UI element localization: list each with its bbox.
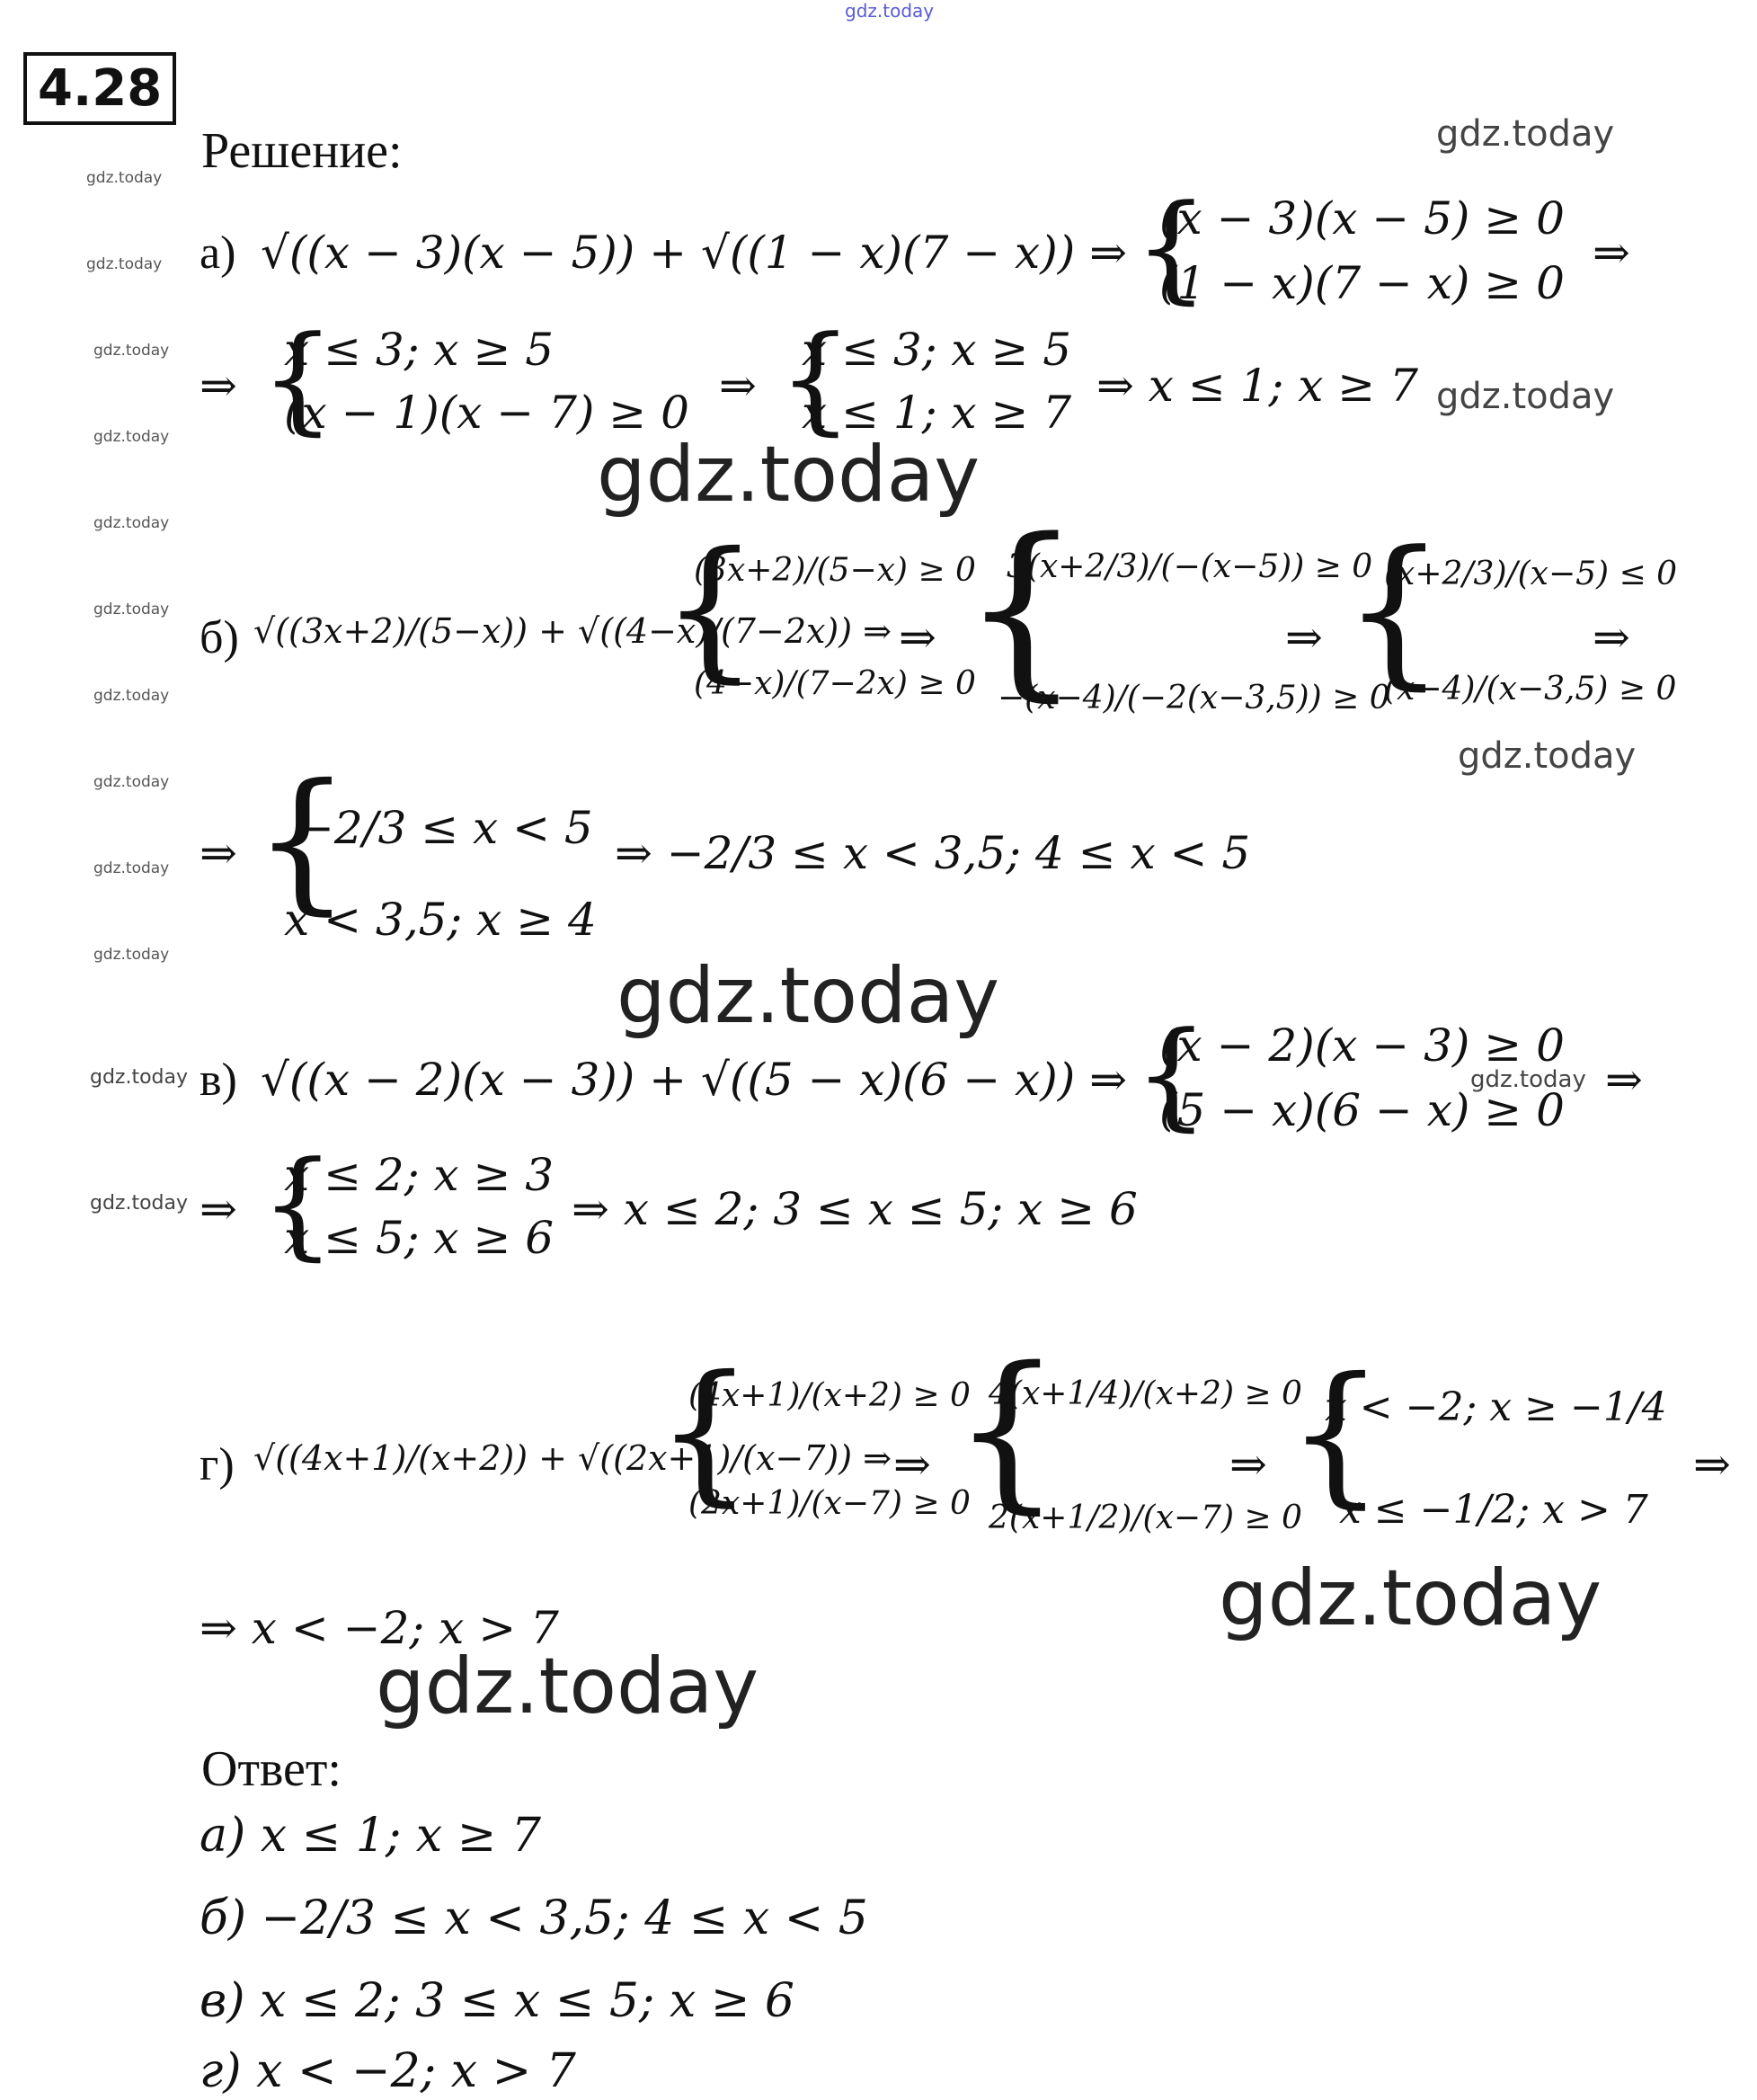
part-a-sys3-row1: x ≤ 3; x ≥ 5: [802, 324, 1072, 376]
part-a-label: а): [200, 227, 236, 279]
part-a-sys1-row1: (x − 3)(x − 5) ≥ 0: [1159, 192, 1565, 245]
part-b-result: ⇒ −2/3 ≤ x < 3,5; 4 ≤ x < 5: [615, 827, 1251, 879]
arrow: ⇒: [1593, 227, 1630, 279]
part-g-expression: √((4x+1)/(x+2)) + √((2x+1)/(x−7)) ⇒: [253, 1438, 892, 1478]
part-v-expression: √((x − 2)(x − 3)) + √((5 − x)(6 − x)) ⇒: [261, 1054, 1128, 1106]
part-b-sys1-row1: (3x+2)/(5−x) ≥ 0: [694, 552, 976, 589]
watermark-small: gdz.today: [1470, 1066, 1586, 1093]
watermark-margin: gdz.today: [90, 1192, 189, 1215]
answer-g: г) x < −2; x > 7: [200, 2044, 576, 2098]
part-a-sys2-row2: (x − 1)(x − 7) ≥ 0: [284, 387, 689, 439]
arrow: ⇒: [1693, 1438, 1731, 1490]
part-b-sys1-row2: (4−x)/(7−2x) ≥ 0: [694, 665, 976, 702]
answer-b: б) −2/3 ≤ x < 3,5; 4 ≤ x < 5: [200, 1891, 868, 1945]
brace: {: [962, 498, 1082, 718]
brace: {: [1287, 1345, 1385, 1523]
part-v-sys2-row2: x ≤ 5; x ≥ 6: [284, 1212, 555, 1264]
arrow: ⇒: [200, 1183, 237, 1235]
brace: {: [1134, 179, 1209, 316]
arrow: ⇒: [200, 827, 237, 879]
watermark-margin: gdz.today: [93, 773, 170, 791]
watermark-margin: gdz.today: [86, 169, 163, 187]
part-b-sys2-row1: 3(x+2/3)/(−(x−5)) ≥ 0: [1007, 548, 1373, 585]
part-g-sys2-row2: 2(x+1/2)/(x−7) ≥ 0: [989, 1499, 1302, 1536]
part-g-label: г): [200, 1439, 235, 1490]
brace: {: [656, 1343, 754, 1521]
part-g-sys3-row1: x < −2; x ≥ −1/4: [1325, 1384, 1667, 1430]
watermark-margin: gdz.today: [90, 1066, 189, 1089]
part-b-sys4-row2: x < 3,5; x ≥ 4: [284, 894, 597, 946]
brace: {: [261, 1135, 335, 1272]
watermark-large: gdz.today: [1219, 1553, 1602, 1643]
arrow: ⇒: [200, 360, 237, 412]
problem-number: 4.28: [23, 52, 176, 125]
part-g-sys1-row2: (2x+1)/(x−7) ≥ 0: [688, 1485, 971, 1522]
part-b-sys4-row1: −2/3 ≤ x < 5: [297, 802, 593, 854]
arrow: ⇒: [719, 360, 757, 412]
watermark-margin: gdz.today: [86, 255, 163, 273]
part-a-result: ⇒ x ≤ 1; x ≥ 7: [1096, 360, 1418, 412]
watermark-margin: gdz.today: [93, 428, 170, 446]
arrow: ⇒: [899, 611, 936, 663]
part-b-label: б): [200, 612, 239, 663]
part-a-sys2-row1: x ≤ 3; x ≥ 5: [284, 324, 555, 376]
part-v-label: в): [200, 1054, 237, 1106]
watermark-medium: gdz.today: [1436, 376, 1615, 417]
arrow: ⇒: [1229, 1438, 1267, 1490]
brace: {: [261, 310, 335, 447]
brace: {: [661, 520, 759, 698]
arrow: ⇒: [1605, 1054, 1643, 1106]
arrow: ⇒: [893, 1438, 931, 1490]
part-g-sys2-row1: 4(x+1/4)/(x+2) ≥ 0: [989, 1375, 1302, 1412]
answer-a: а) x ≤ 1; x ≥ 7: [200, 1809, 541, 1863]
part-g-sys1-row1: (4x+1)/(x+2) ≥ 0: [688, 1377, 971, 1414]
part-g-sys3-row2: x ≤ −1/2; x > 7: [1339, 1487, 1648, 1533]
part-a-expression: √((x − 3)(x − 5)) + √((1 − x)(7 − x)) ⇒: [261, 227, 1128, 279]
part-v-sys1-row2: (5 − x)(6 − x) ≥ 0: [1159, 1084, 1565, 1136]
part-v-result: ⇒ x ≤ 2; 3 ≤ x ≤ 5; x ≥ 6: [572, 1183, 1138, 1235]
top-watermark: gdz.today: [845, 0, 935, 22]
watermark-margin: gdz.today: [93, 859, 170, 877]
part-b-sys3-row2: (x−4)/(x−3,5) ≥ 0: [1384, 671, 1677, 707]
brace: {: [1134, 1006, 1209, 1143]
arrow: ⇒: [1593, 611, 1630, 663]
part-b-expression: √((3x+2)/(5−x)) + √((4−x)/(7−2x)) ⇒: [253, 611, 892, 651]
part-a-sys3-row2: x ≤ 1; x ≥ 7: [802, 387, 1072, 439]
brace: {: [953, 1330, 1061, 1529]
part-a-sys1-row2: (1 − x)(7 − x) ≥ 0: [1159, 257, 1565, 309]
answer-label: Ответ:: [201, 1741, 342, 1797]
watermark-margin: gdz.today: [93, 514, 170, 532]
watermark-large: gdz.today: [376, 1642, 759, 1731]
part-g-result: ⇒ x < −2; x > 7: [200, 1602, 559, 1654]
watermark-margin: gdz.today: [93, 342, 170, 360]
solution-label: Решение:: [201, 123, 403, 179]
watermark-large: gdz.today: [617, 951, 1000, 1041]
watermark-margin: gdz.today: [93, 687, 170, 705]
watermark-large: gdz.today: [597, 430, 981, 520]
brace: {: [253, 752, 351, 930]
watermark-margin: gdz.today: [93, 946, 170, 964]
answer-v: в) x ≤ 2; 3 ≤ x ≤ 5; x ≥ 6: [200, 1974, 795, 2028]
part-b-sys3-row1: (x+2/3)/(x−5) ≤ 0: [1384, 556, 1678, 592]
arrow: ⇒: [1285, 611, 1323, 663]
watermark-margin: gdz.today: [93, 601, 170, 618]
part-v-sys2-row1: x ≤ 2; x ≥ 3: [284, 1149, 555, 1201]
part-b-sys2-row2: −(x−4)/(−2(x−3,5)) ≥ 0: [998, 680, 1390, 716]
brace: {: [778, 310, 853, 447]
watermark-medium: gdz.today: [1436, 113, 1615, 155]
brace: {: [1343, 517, 1446, 705]
part-v-sys1-row1: (x − 2)(x − 3) ≥ 0: [1159, 1019, 1565, 1072]
watermark-medium: gdz.today: [1458, 735, 1637, 777]
